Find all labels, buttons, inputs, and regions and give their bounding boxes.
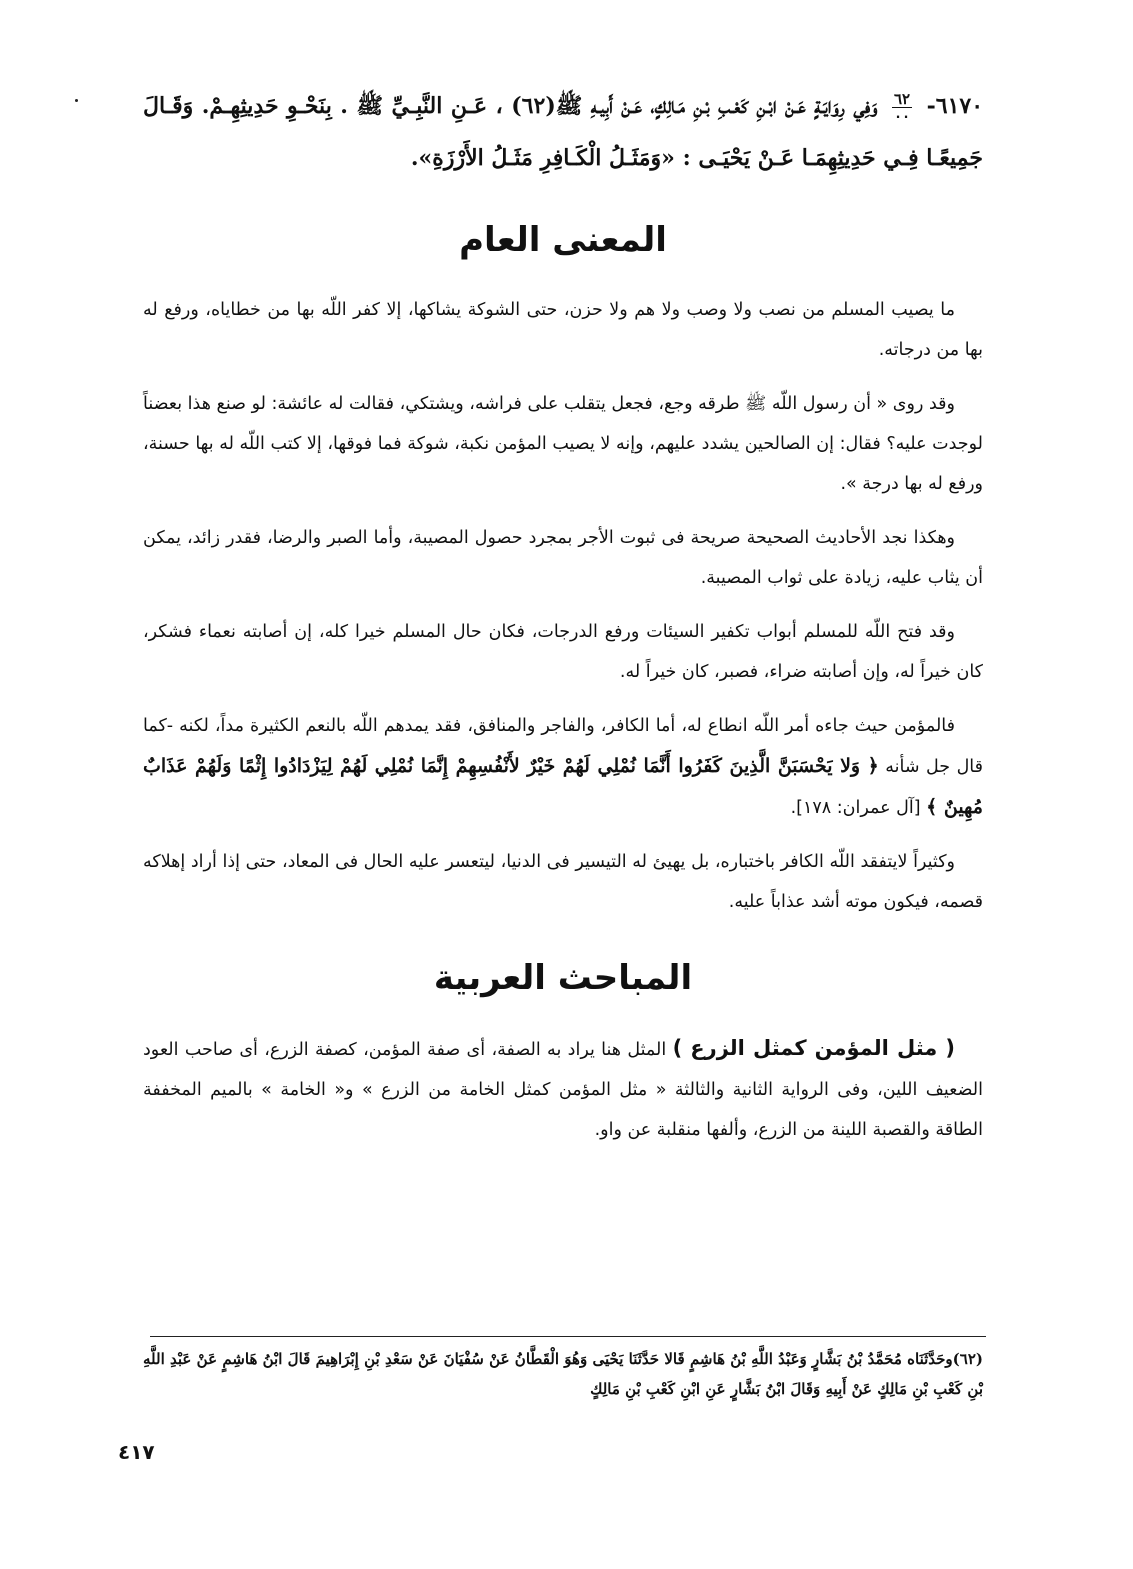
section-title-arabic-topics: المباحث العربية	[433, 958, 693, 998]
hadith-body: وَفِي رِوَايَـةٍ عَـنْ ابْـنِ كَعْـبِ بْـنِ مَـالِكٍ، عَـنْ أَبِيـهِ ﷺ(٦٢) ، عَـنِ النَّبِـيِّ ﷺ . بِنَحْـوِ حَدِيثِهِـمْ. وَقَـالَ جَمِيعًـا فِـي حَدِيثِهِمَـا عَـنْ يَحْيَـى : «وَمَثَـلُ الْكَـافِرِ مَثَـلُ الأَرْزَةِ».	[143, 93, 983, 171]
general-meaning-paragraph-1: ما يصيب المسلم من نصب ولا وصب ولا هم ولا حزن، حتى الشوكة يشاكها، إلا كفر اللّه بها من خطاياه، ورفع له بها من درجاته.	[143, 300, 983, 360]
page-number: ٤١٧	[118, 1440, 155, 1464]
section-title-general-meaning: المعنى العام	[459, 220, 667, 260]
general-meaning-paragraph-2: وقد روى « أن رسول اللّه ﷺ طرقه وجع، فجعل يتقلب على فراشه، ويشتكي، فقالت له عائشة: لو صنع هذا بعضناً لوجدت عليه؟ فقال: إن الصالحين يشدد عليهم، وإنه لا يصيب المؤمن نكبة، شوكة فما فوقها، إلا كتب اللّه له بها حسنة، ورفع له بها درجة ».	[143, 394, 983, 494]
general-meaning-paragraph-5	[143, 706, 983, 828]
footnote-divider	[150, 1336, 986, 1337]
general-meaning-paragraph-3: وهكذا نجد الأحاديث الصحيحة صريحة فى ثبوت الأجر بمجرد حصول المصيبة، وأما الصبر والرضا، فقدر زائد، يمكن أن يثاب عليه، زيادة على ثواب المصيبة.	[143, 528, 983, 588]
quran-reference: [آل عمران: ١٧٨].	[790, 798, 921, 818]
main-content	[143, 80, 983, 1164]
hadith-number: ٦١٧٠-	[926, 93, 984, 119]
hadith-text	[143, 80, 983, 184]
arabic-topics-paragraph-1	[143, 1028, 983, 1150]
general-meaning-paragraph-4: وقد فتح اللّه للمسلم أبواب تكفير السيئات ورفع الدرجات، فكان حال المسلم خيرا كله، إن أصابته نعماء فشكر، كان خيراً له، وإن أصابته ضراء، فصبر، كان خيراً له.	[143, 622, 983, 682]
fraction-top: ٦٢	[893, 89, 911, 108]
paragraph-5-intro: فالمؤمن حيث جاءه أمر اللّه انطاع له، أما الكافر، والفاجر والمنافق، فقد يمدهم اللّه بالنعم الكثيرة مداً، لكنه -كما قال جل شأنه	[143, 716, 983, 777]
general-meaning-paragraph-6: وكثيراً لايتفقد اللّه الكافر باختباره، بل يهيئ له التيسير فى الدنيا، ليتعسر عليه الحال فى المعاد، حتى إذا أراد إهلاكه قصمه، فيكون موته أشد عذاباً عليه.	[143, 852, 983, 912]
footnote: (٦٢)وحَدَّثَنَاه مُحَمَّدُ بْنُ بَشَّارٍ وَعَبْدُ اللَّهِ بْنُ هَاشِمٍ قَالا حَدَّثَنَا يَحْيَى وَهُوَ الْقَطَّانُ عَنْ سُفْيَانَ عَنْ سَعْدِ بْنِ إِبْرَاهِيمَ قَالَ ابْنُ هَاشِمٍ عَنْ عَبْدِ اللَّهِ بْنِ كَعْبِ بْنِ مَالِكٍ عَنْ أَبِيهِ وَقَالَ ابْنُ بَشَّارٍ عَنِ ابْنِ كَعْبِ بْنِ مَالِكٍ	[143, 1350, 983, 1398]
hadith-fraction	[892, 91, 912, 124]
scan-dot	[75, 99, 78, 102]
fraction-bottom: ٠٠	[893, 106, 911, 125]
topic-lead-phrase: ( مثل المؤمن كمثل الزرع )	[672, 1036, 955, 1060]
topic-explanation: المثل هنا يراد به الصفة، أى صفة المؤمن، كصفة الزرع، أى صاحب العود الضعيف اللين، وفى الرواية الثانية والثالثة « مثل المؤمن كمثل الخامة من الزرع » و« الخامة » بالميم المخففة الطاقة والقصبة اللينة من الزرع، وألفها منقلبة عن واو.	[143, 1040, 983, 1140]
quran-verse: ﴿ وَلا يَحْسَبَنَّ الَّذِينَ كَفَرُوا أَنَّمَا نُمْلِي لَهُمْ خَيْرٌ لأَنْفُسِهِمْ إِنَّمَا نُمْلِي لَهُمْ لِيَزْدَادُوا إِثْمًا وَلَهُمْ عَذَابٌ مُهِينٌ ﴾	[143, 755, 983, 818]
